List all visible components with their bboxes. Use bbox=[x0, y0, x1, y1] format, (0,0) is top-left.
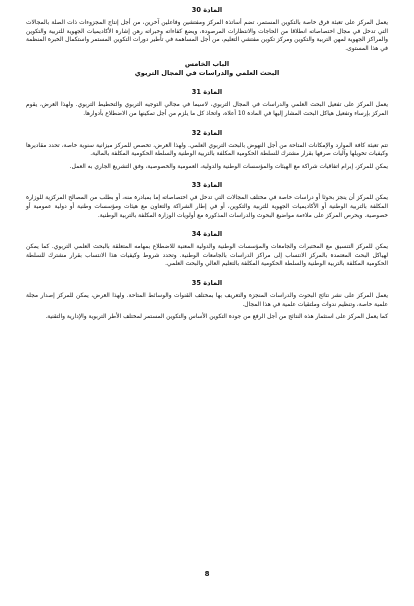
page-number: 8 bbox=[204, 570, 210, 578]
article-35-paragraph-2: كما يعمل المركز على استثمار هذه النتائج من أجل الرفع من جودة التكوين الأساس والتكوين المستمر لمختلف الأطر التربوية والإدارية والتقنية. bbox=[45, 314, 388, 321]
article-34-paragraph: يمكن للمركز التنسيق مع المختبرات والجامعات والمؤسسات الوطنية والدولية المعنية للاضطلاع بمهامه المتعلقة بالبحث العلمي التربوي. كما يمكن لهياكل البحث المعتمدة بالمركز الانتساب إلى مراكز الدراسات بالجامعات الوطنية. وتحدد شروط وكيفيات هذا الانتساب بقرار مشترك للسلطة الحكومية المكلفة بالتربية الوطنية والسلطة الحكومية المكلفة بالتعليم العالي والبحث العلمي. bbox=[26, 244, 388, 268]
article-30-paragraph: يعمل المركز على تعبئة فرق خاصة بالتكوين المستمر، تضم أساتذة المركز ومفتشين وفاعلين آخرين، من أجل إنتاج المجزوءات ذات الصلة بالمجالات التي تدخل في مجال اختصاصاته انطلاقا من الحاجات والانتظارات المرصودة، ويضع كفاءاته وخبراته رهن إشارة الأكاديميات الجهوية للتربية والتكوين والمراكز الجهوية لمهن التربية والتكوين ومركز تكوين مفتشي التعليم، من أجل المساهمة في تأطير دورات التكوين المستمر واستكمال الخبرة المنظمة في هذا المستوى. bbox=[26, 20, 388, 52]
article-30-title: المادة 30 bbox=[191, 6, 223, 14]
article-35-paragraph-1: يعمل المركز على نشر نتائج البحوث والدراسات المنجزة والتعريف بها بمختلف القنوات والوسائط المتاحة. ولهذا الغرض، يمكن للمركز إصدار مجلة علمية خاصة، وتنظيم ندوات وملتقيات علمية في هذا المجال. bbox=[26, 292, 388, 308]
article-31-paragraph: يعمل المركز على تفعيل البحث العلمي والدراسات في المجال التربوي، لاسيما في مجالي التوجيه التربوي والتخطيط التربوي. ولهذا الغرض، يقوم المركز بإرساء وتفعيل هياكل البحث المشار إليها في المادة 10 أعلاه، واتخاذ كل ما يلزم من أجل تمكينها من الاضطلاع بأدوارها. bbox=[26, 102, 388, 117]
article-35-title: المادة 35 bbox=[191, 278, 223, 287]
chapter-title: البحث العلمي والدراسات في المجال التربوي bbox=[134, 69, 280, 78]
article-32-paragraph-1: تتم تعبئة كافة الموارد والإمكانات المتاحة من أجل النهوض بالبحث التربوي العلمي. ولهذا الغرض، تخصص للمركز ميزانية سنوية خاصة، تحدد مقاديرها وكيفيات تخويلها وآليات صرفها بقرار مشترك للسلطة الحكومية المكلفة بالتربية الوطنية والسلطة الحكومية المكلفة بالمالية. bbox=[26, 142, 388, 158]
chapter-label: الباب الخامس bbox=[184, 60, 230, 69]
article-34-title: المادة 34 bbox=[191, 230, 223, 239]
article-31-title: المادة 31 bbox=[191, 88, 223, 97]
article-32-paragraph-2: يمكن للمركز، إبرام اتفاقيات شراكة مع الهيئات والمؤسسات الوطنية والدولية، العمومية والخصوصية، وفق التشريع الجاري به العمل. bbox=[69, 163, 388, 170]
article-33-title: المادة 33 bbox=[191, 181, 223, 190]
article-33-paragraph: يمكن للمركز أن ينجز بحوثا أو دراسات خاصة في مختلف المجالات التي تدخل في اختصاصاته إما بمبادرة منه، أو بطلب من المصالح المركزية للوزارة المكلفة بالتربية الوطنية أو الأكاديميات الجهوية للتربية والتكوين، أو في إطار الشراكة والتعاون مع هيئات ومؤسسات وطنية أو دولية عمومية أو خصوصية. ويحرص المركز على ملاءمة مواضيع البحوث والدراسات المذكورة مع أولويات الوزارة المكلفة بالتربية الوطنية. bbox=[26, 195, 388, 219]
article-32-title: المادة 32 bbox=[191, 128, 223, 137]
